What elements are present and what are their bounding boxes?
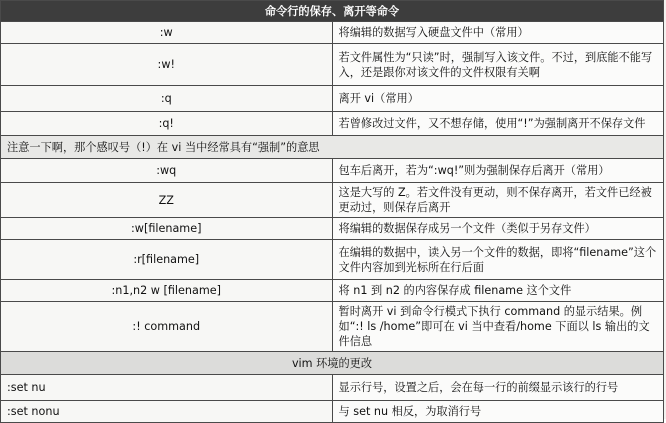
command-key: :set nu — [1, 375, 333, 401]
table-row — [1, 375, 664, 401]
table-row — [1, 183, 664, 218]
command-key: ZZ — [1, 183, 333, 218]
note-row — [1, 136, 664, 159]
command-description: 与 set nu 相反，为取消行号 — [332, 401, 664, 423]
command-key: :w! — [1, 44, 333, 86]
command-description: 将编辑的数据写入硬盘文件中（常用） — [332, 22, 664, 44]
section-header-row — [1, 352, 664, 375]
table-row — [1, 44, 664, 86]
command-key: :wq — [1, 159, 333, 183]
command-key: :n1,n2 w [filename] — [1, 280, 333, 302]
command-description: 这是大写的 Z。若文件没有更动，则不保存离开，若文件已经被更动过，则保存后离开 — [332, 183, 664, 218]
command-key: :w — [1, 22, 333, 44]
table-row — [1, 22, 664, 44]
command-description: 在编辑的数据中，读入另一个文件的数据，即将“filename”这个文件内容加到光标所在行后面 — [332, 240, 664, 280]
note-text: 注意一下啊，那个感叹号（!）在 vi 当中经常具有“强制”的意思 — [1, 136, 664, 159]
table-row — [1, 218, 664, 240]
command-description: 包车后离开，若为“:wq!”则为强制保存后离开（常用） — [332, 159, 664, 183]
command-key: :w[filename] — [1, 218, 333, 240]
command-description: 显示行号，设置之后，会在每一行的前缀显示该行的行号 — [332, 375, 664, 401]
table-title: 命令行的保存、离开等命令 — [1, 1, 664, 22]
command-key: :set nonu — [1, 401, 333, 423]
table-header-row — [1, 1, 664, 22]
command-description: 若文件属性为“只读”时，强制写入该文件。不过，到底能不能写入，还是跟你对该文件的文件权限有关啊 — [332, 44, 664, 86]
command-description: 将 n1 到 n2 的内容保存成 filename 这个文件 — [332, 280, 664, 302]
table-row — [1, 401, 664, 423]
command-description: 暂时离开 vi 到命令行模式下执行 command 的显示结果。例如“:! ls /home”即可在 vi 当中查看/home 下面以 ls 输出的文件信息 — [332, 302, 664, 352]
command-key: :q! — [1, 112, 333, 136]
command-key: :q — [1, 86, 333, 112]
command-description: 离开 vi（常用） — [332, 86, 664, 112]
command-description: 将编辑的数据保存成另一个文件（类似于另存文件） — [332, 218, 664, 240]
table-row — [1, 240, 664, 280]
command-key: :! command — [1, 302, 333, 352]
table-row — [1, 112, 664, 136]
command-key: :r[filename] — [1, 240, 333, 280]
table-row — [1, 86, 664, 112]
table-row — [1, 302, 664, 352]
section-title: vim 环境的更改 — [1, 352, 664, 375]
command-description: 若曾修改过文件，又不想存储，使用“!”为强制离开不保存文件 — [332, 112, 664, 136]
table-row — [1, 159, 664, 183]
table-row — [1, 280, 664, 302]
